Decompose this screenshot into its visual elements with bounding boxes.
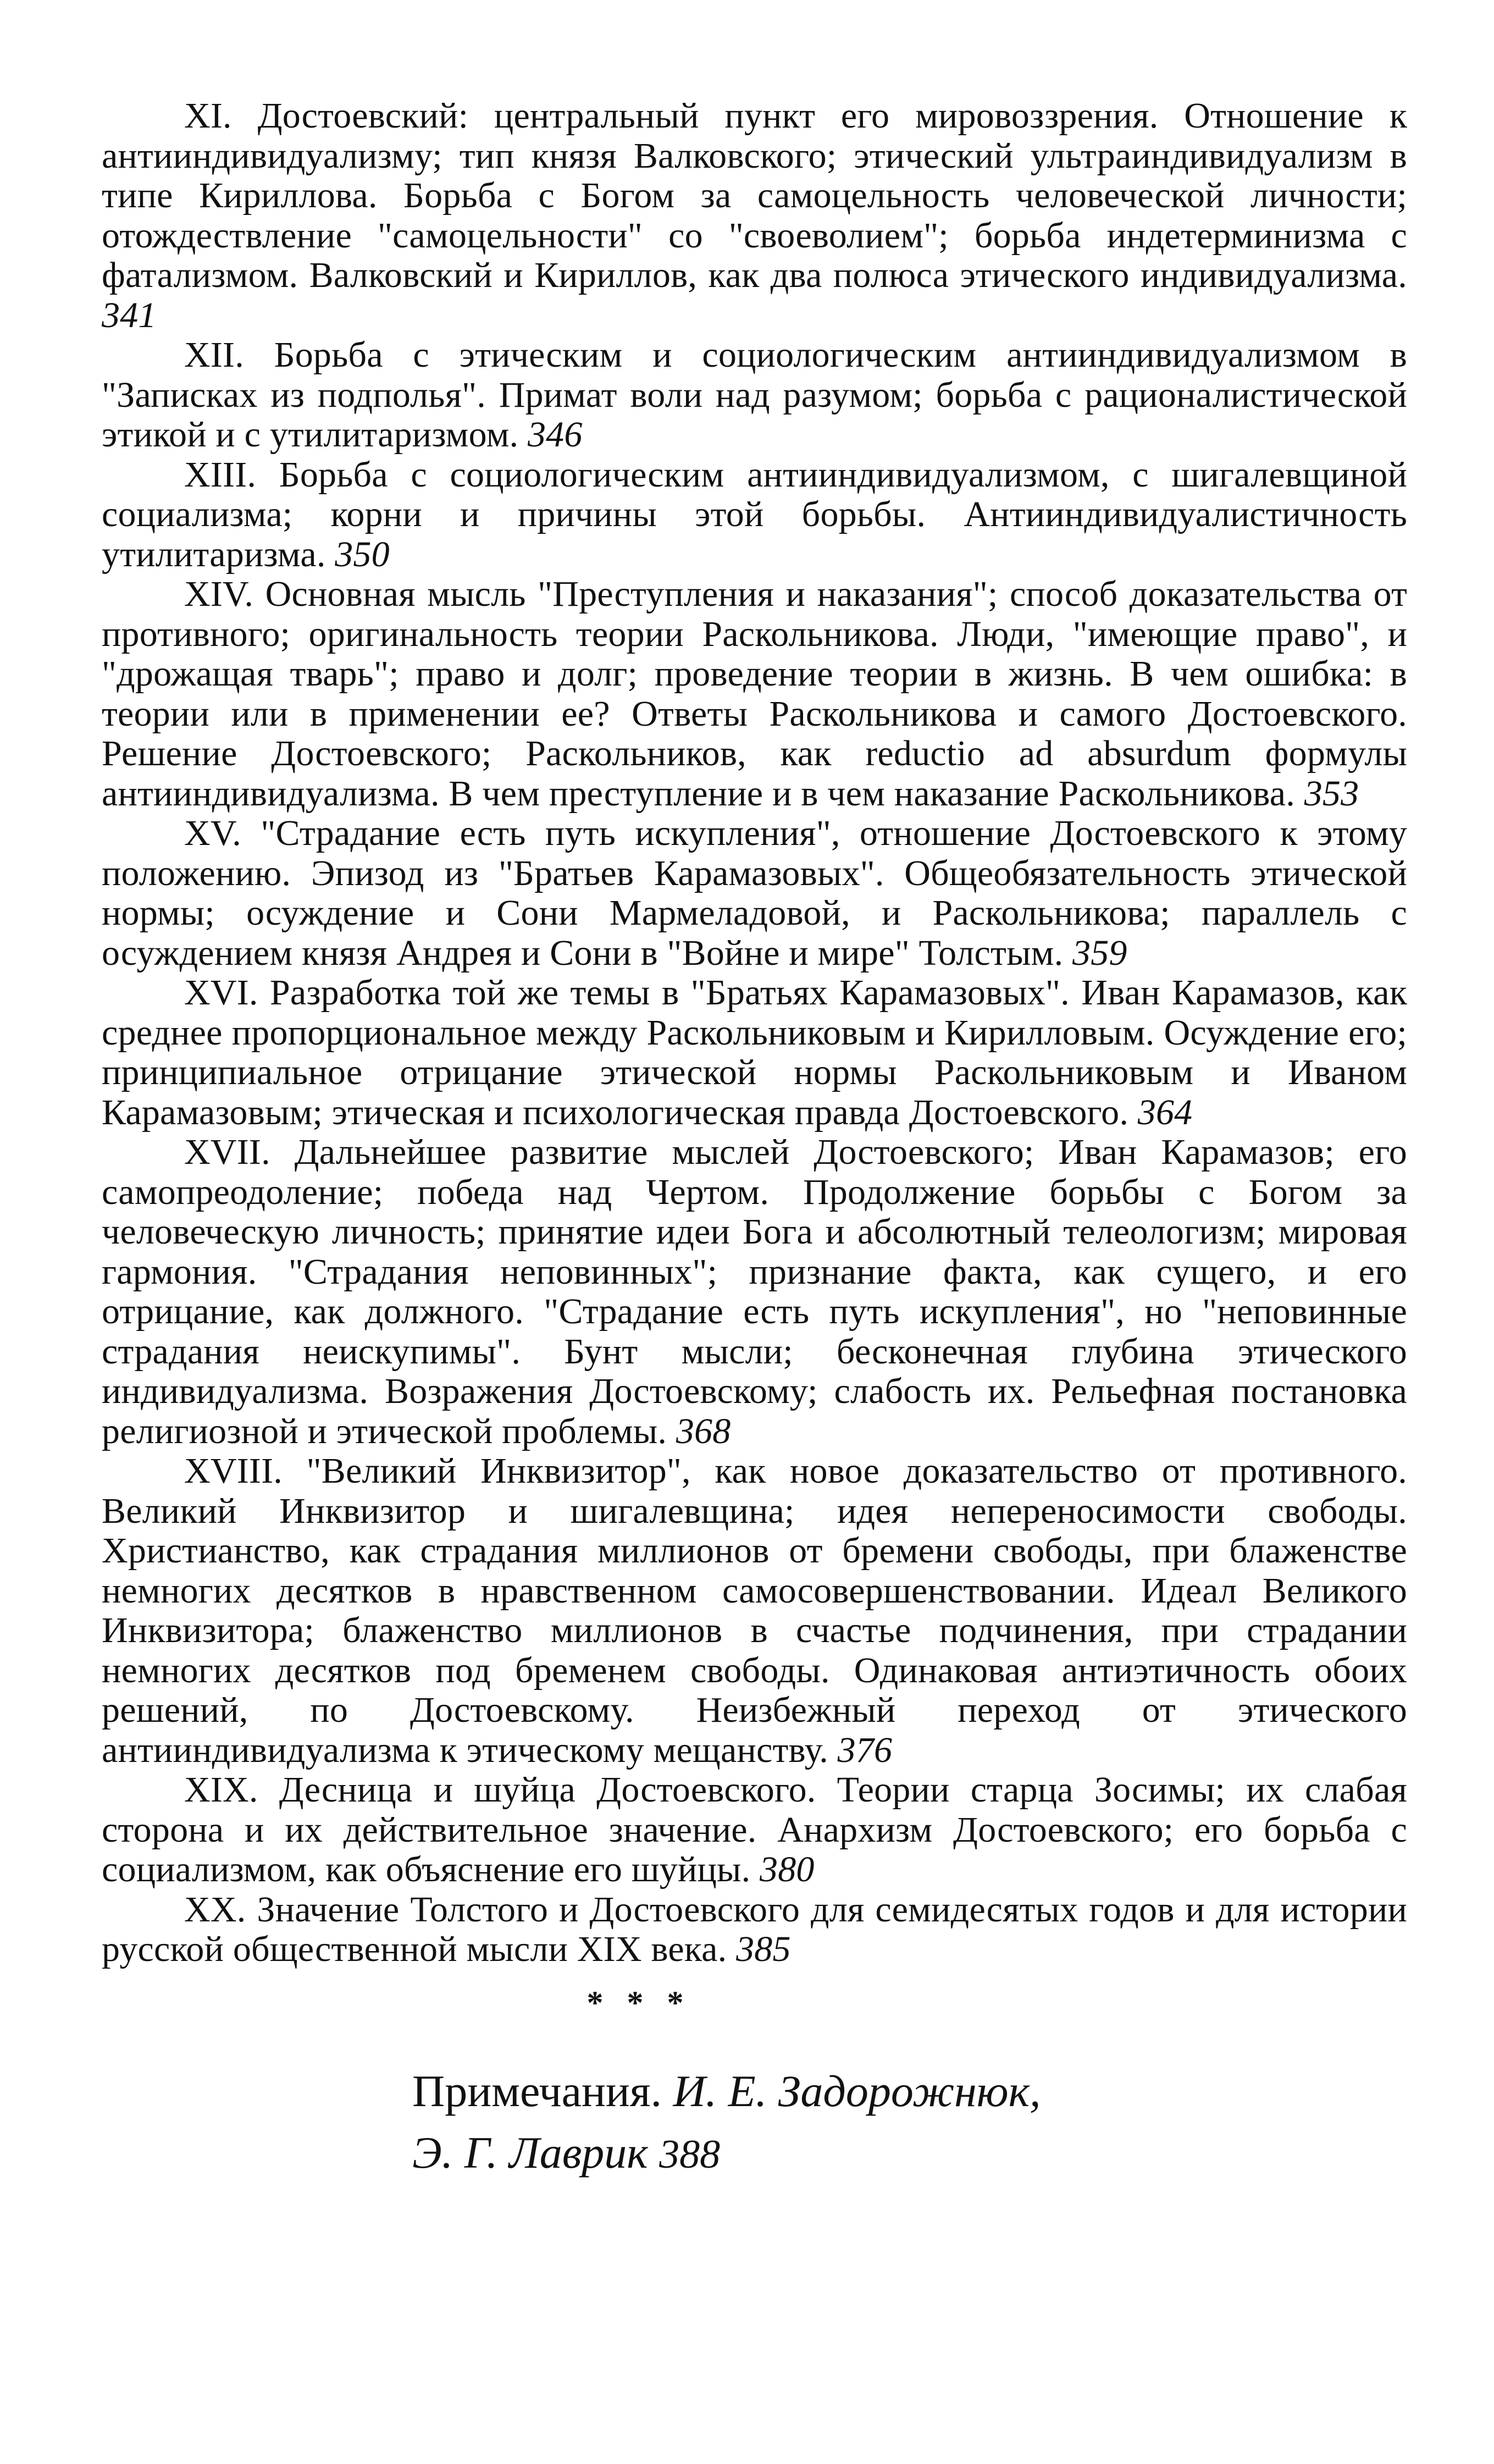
contents-entry bbox=[102, 96, 1407, 335]
entry-page-number: 359 bbox=[1072, 932, 1127, 973]
contents-entry bbox=[102, 1451, 1407, 1770]
entry-description: Разработка той же темы в "Братьях Карамазовых". Иван Карамазов, как среднее пропорциональное между Раскольниковым и Кирилловым. Осуждение его; принципиальное отрицание этической нормы Раскольниковым и Иваном Карамазовым; этическая и психологическая правда Достоевского. bbox=[102, 973, 1407, 1132]
entry-page-number: 368 bbox=[676, 1411, 731, 1451]
entry-chapter-number: XX. bbox=[184, 1889, 246, 1930]
entry-page-number: 341 bbox=[102, 295, 157, 335]
notes-page-number: 388 bbox=[659, 2131, 721, 2177]
entry-description: "Великий Инквизитор", как новое доказательство от противного. Великий Инквизитор и шигалевщина; идея неперeносимости свободы. Христианство, как страдания миллионов от бремени свободы, при блаженстве немногих десятков в нравственном самосовершенствовании. Идеал Великого Инквизитора; блаженство миллионов в счастье подчинения, при страдании немногих десятков под бременем свободы. Одинаковая антиэтичность обоих решений, по Достоевскому. Неизбежный переход от этического антииндивидуализма к этическому мещанству. bbox=[102, 1451, 1407, 1770]
section-separator: * * * bbox=[586, 1984, 691, 2021]
notes-label: Примечания. bbox=[412, 2065, 673, 2116]
entry-description: Дальнейшее развитие мыслей Достоевского; Иван Карамазов; его самопреодоление; победа над Чертом. Продолжение борьбы с Богом за человеческую личность; принятие идеи Бога и абсолютный телеологизм; мировая гармония. "Страдания неповинных"; признание факта, как сущего, и его отрицание, как должного. "Страдание есть путь искупления", но "неповинные страдания неискупимы". Бунт мысли; бесконечная глубина этического индивидуализма. Возражения Достоевскому; слабость их. Рельефная постановка религиозной и этической проблемы. bbox=[102, 1132, 1407, 1451]
entry-chapter-number: XVIII. bbox=[184, 1451, 283, 1491]
entry-description: Значение Толстого и Достоевского для семидесятых годов и для истории русской общественной мысли XIX века. bbox=[102, 1889, 1407, 1969]
notes-authors-2: Э. Г. Лаврик bbox=[412, 2127, 648, 2178]
contents-list bbox=[102, 96, 1407, 1970]
entry-page-number: 350 bbox=[335, 534, 390, 574]
entry-page-number: 385 bbox=[736, 1929, 791, 1969]
notes-authors-1: И. Е. Задорожнюк, bbox=[673, 2065, 1041, 2116]
entry-chapter-number: XIV. bbox=[184, 574, 254, 614]
table-of-contents bbox=[102, 96, 1407, 2185]
entry-description: "Страдание есть путь искупления", отношение Достоевского к этому положению. Эпизод из "Братьев Карамазовых". Общеобязательность этической нормы; осуждение и Сони Мармеладовой, и Раскольникова; параллель с осуждением князя Андрея и Сони в "Войне и мире" Толстым. bbox=[102, 813, 1407, 973]
entry-chapter-number: XIII. bbox=[184, 454, 257, 495]
notes-entry bbox=[412, 2060, 1407, 2185]
contents-entry bbox=[102, 814, 1407, 973]
entry-page-number: 353 bbox=[1304, 773, 1359, 814]
entry-page-number: 346 bbox=[527, 415, 583, 455]
entry-description: Борьба с социологическим антииндивидуализмом, с шигалевщиной социализма; корни и причины этой борьбы. Антииндивидуалистичность утилитаризма. bbox=[102, 454, 1407, 574]
entry-chapter-number: XVII. bbox=[184, 1132, 270, 1172]
contents-entry bbox=[102, 574, 1407, 814]
entry-description: Десница и шуйца Достоевского. Теории старца Зосимы; их слабая сторона и их действительное значение. Анархизм Достоевского; его борьба с социализмом, как объяснение его шуйцы. bbox=[102, 1770, 1407, 1890]
entry-page-number: 380 bbox=[760, 1849, 815, 1890]
entry-chapter-number: XII. bbox=[184, 335, 244, 375]
contents-entry bbox=[102, 1770, 1407, 1890]
notes-line-1 bbox=[412, 2060, 1407, 2122]
notes-line-2 bbox=[412, 2122, 1407, 2185]
entry-description: Борьба с этическим и социологическим антииндивидуализмом в "Записках из подполья". Примат воли над разумом; борьба с рационалистической этикой и с утилитаризмом. bbox=[102, 335, 1407, 455]
entry-chapter-number: XIX. bbox=[184, 1770, 258, 1810]
contents-entry bbox=[102, 335, 1407, 455]
contents-entry bbox=[102, 1890, 1407, 1970]
entry-description: Достоевский: центральный пункт его мировоззрения. Отношение к антииндивидуализму; тип князя Валковского; этический ультраиндивидуализм в типе Кириллова. Борьба с Богом за самоцельность человеческой личности; отождествление "самоцельности" со "своеволием"; борьба индетерминизма с фатализмом. Валковский и Кириллов, как два полюса этического индивидуализма. bbox=[102, 96, 1407, 295]
entry-page-number: 364 bbox=[1137, 1092, 1193, 1132]
contents-entry bbox=[102, 1132, 1407, 1451]
entry-chapter-number: XI. bbox=[184, 96, 232, 136]
contents-entry bbox=[102, 455, 1407, 575]
contents-entry bbox=[102, 973, 1407, 1132]
entry-description: Основная мысль "Преступления и наказания"; способ доказательства от противного; оригинальность теории Раскольникова. Люди, "имеющие право", и "дрожащая тварь"; право и долг; проведение теории в жизнь. В чем ошибка: в теории или в применении ее? Ответы Раскольникова и самого Достоевского. Решение Достоевского; Раскольников, как reductio ad absurdum формулы антииндивидуализма. В чем преступление и в чем наказание Раскольникова. bbox=[102, 574, 1407, 814]
entry-page-number: 376 bbox=[837, 1730, 893, 1770]
entry-chapter-number: XVI. bbox=[184, 973, 258, 1013]
entry-chapter-number: XV. bbox=[184, 813, 241, 853]
